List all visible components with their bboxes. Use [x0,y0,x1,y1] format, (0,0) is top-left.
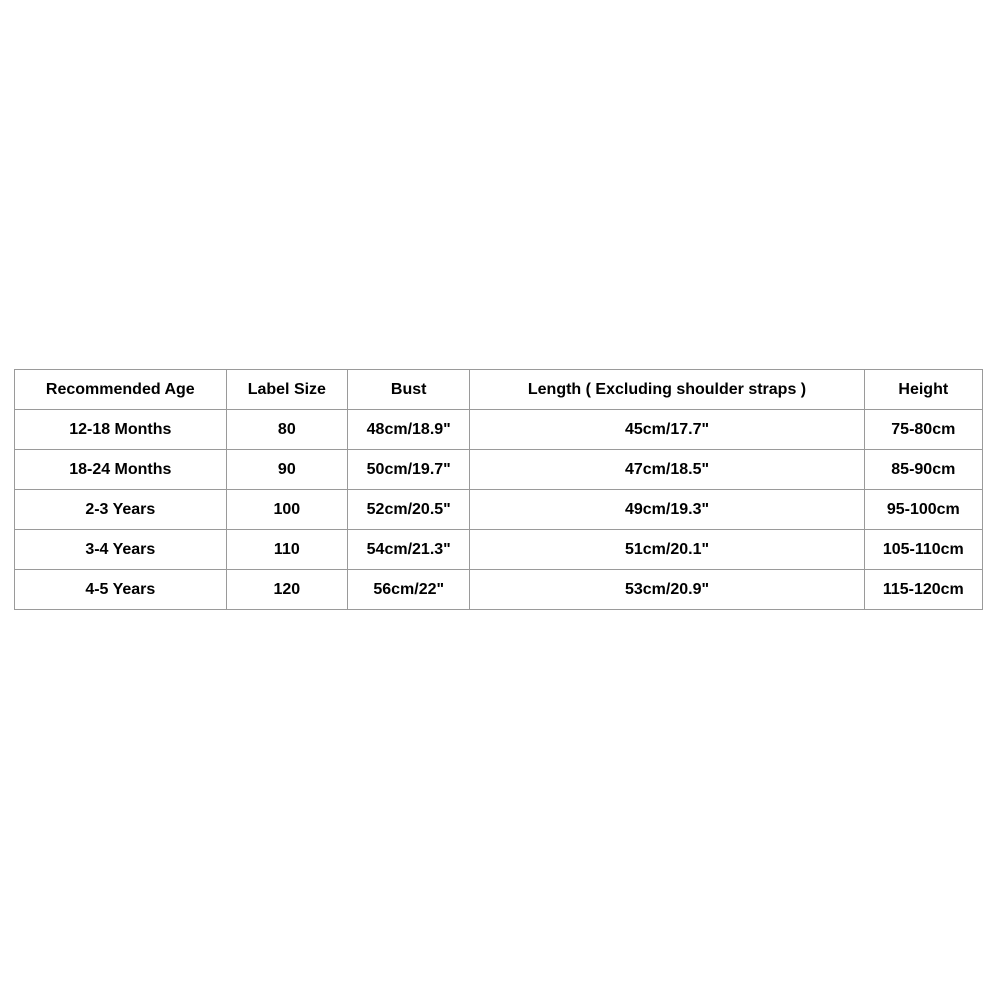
cell-recommended-age: 3-4 Years [15,530,227,570]
cell-recommended-age: 2-3 Years [15,490,227,530]
header-height: Height [864,370,982,410]
cell-label-size: 110 [226,530,347,570]
header-bust: Bust [348,370,470,410]
cell-length: 47cm/18.5" [470,450,864,490]
cell-height: 115-120cm [864,570,982,610]
cell-label-size: 120 [226,570,347,610]
header-recommended-age: Recommended Age [15,370,227,410]
cell-height: 95-100cm [864,490,982,530]
table-header-row [15,370,983,410]
header-length: Length ( Excluding shoulder straps ) [470,370,864,410]
cell-recommended-age: 18-24 Months [15,450,227,490]
cell-length: 51cm/20.1" [470,530,864,570]
cell-recommended-age: 4-5 Years [15,570,227,610]
cell-bust: 54cm/21.3" [348,530,470,570]
cell-recommended-age: 12-18 Months [15,410,227,450]
size-chart-table [14,369,983,610]
cell-label-size: 90 [226,450,347,490]
cell-length: 53cm/20.9" [470,570,864,610]
table-row [15,450,983,490]
cell-bust: 50cm/19.7" [348,450,470,490]
cell-length: 45cm/17.7" [470,410,864,450]
header-label-size: Label Size [226,370,347,410]
cell-height: 75-80cm [864,410,982,450]
table-row [15,490,983,530]
cell-label-size: 80 [226,410,347,450]
cell-height: 105-110cm [864,530,982,570]
table-row [15,570,983,610]
cell-bust: 48cm/18.9" [348,410,470,450]
cell-length: 49cm/19.3" [470,490,864,530]
cell-bust: 56cm/22" [348,570,470,610]
table-row [15,410,983,450]
table-row [15,530,983,570]
cell-bust: 52cm/20.5" [348,490,470,530]
cell-label-size: 100 [226,490,347,530]
cell-height: 85-90cm [864,450,982,490]
